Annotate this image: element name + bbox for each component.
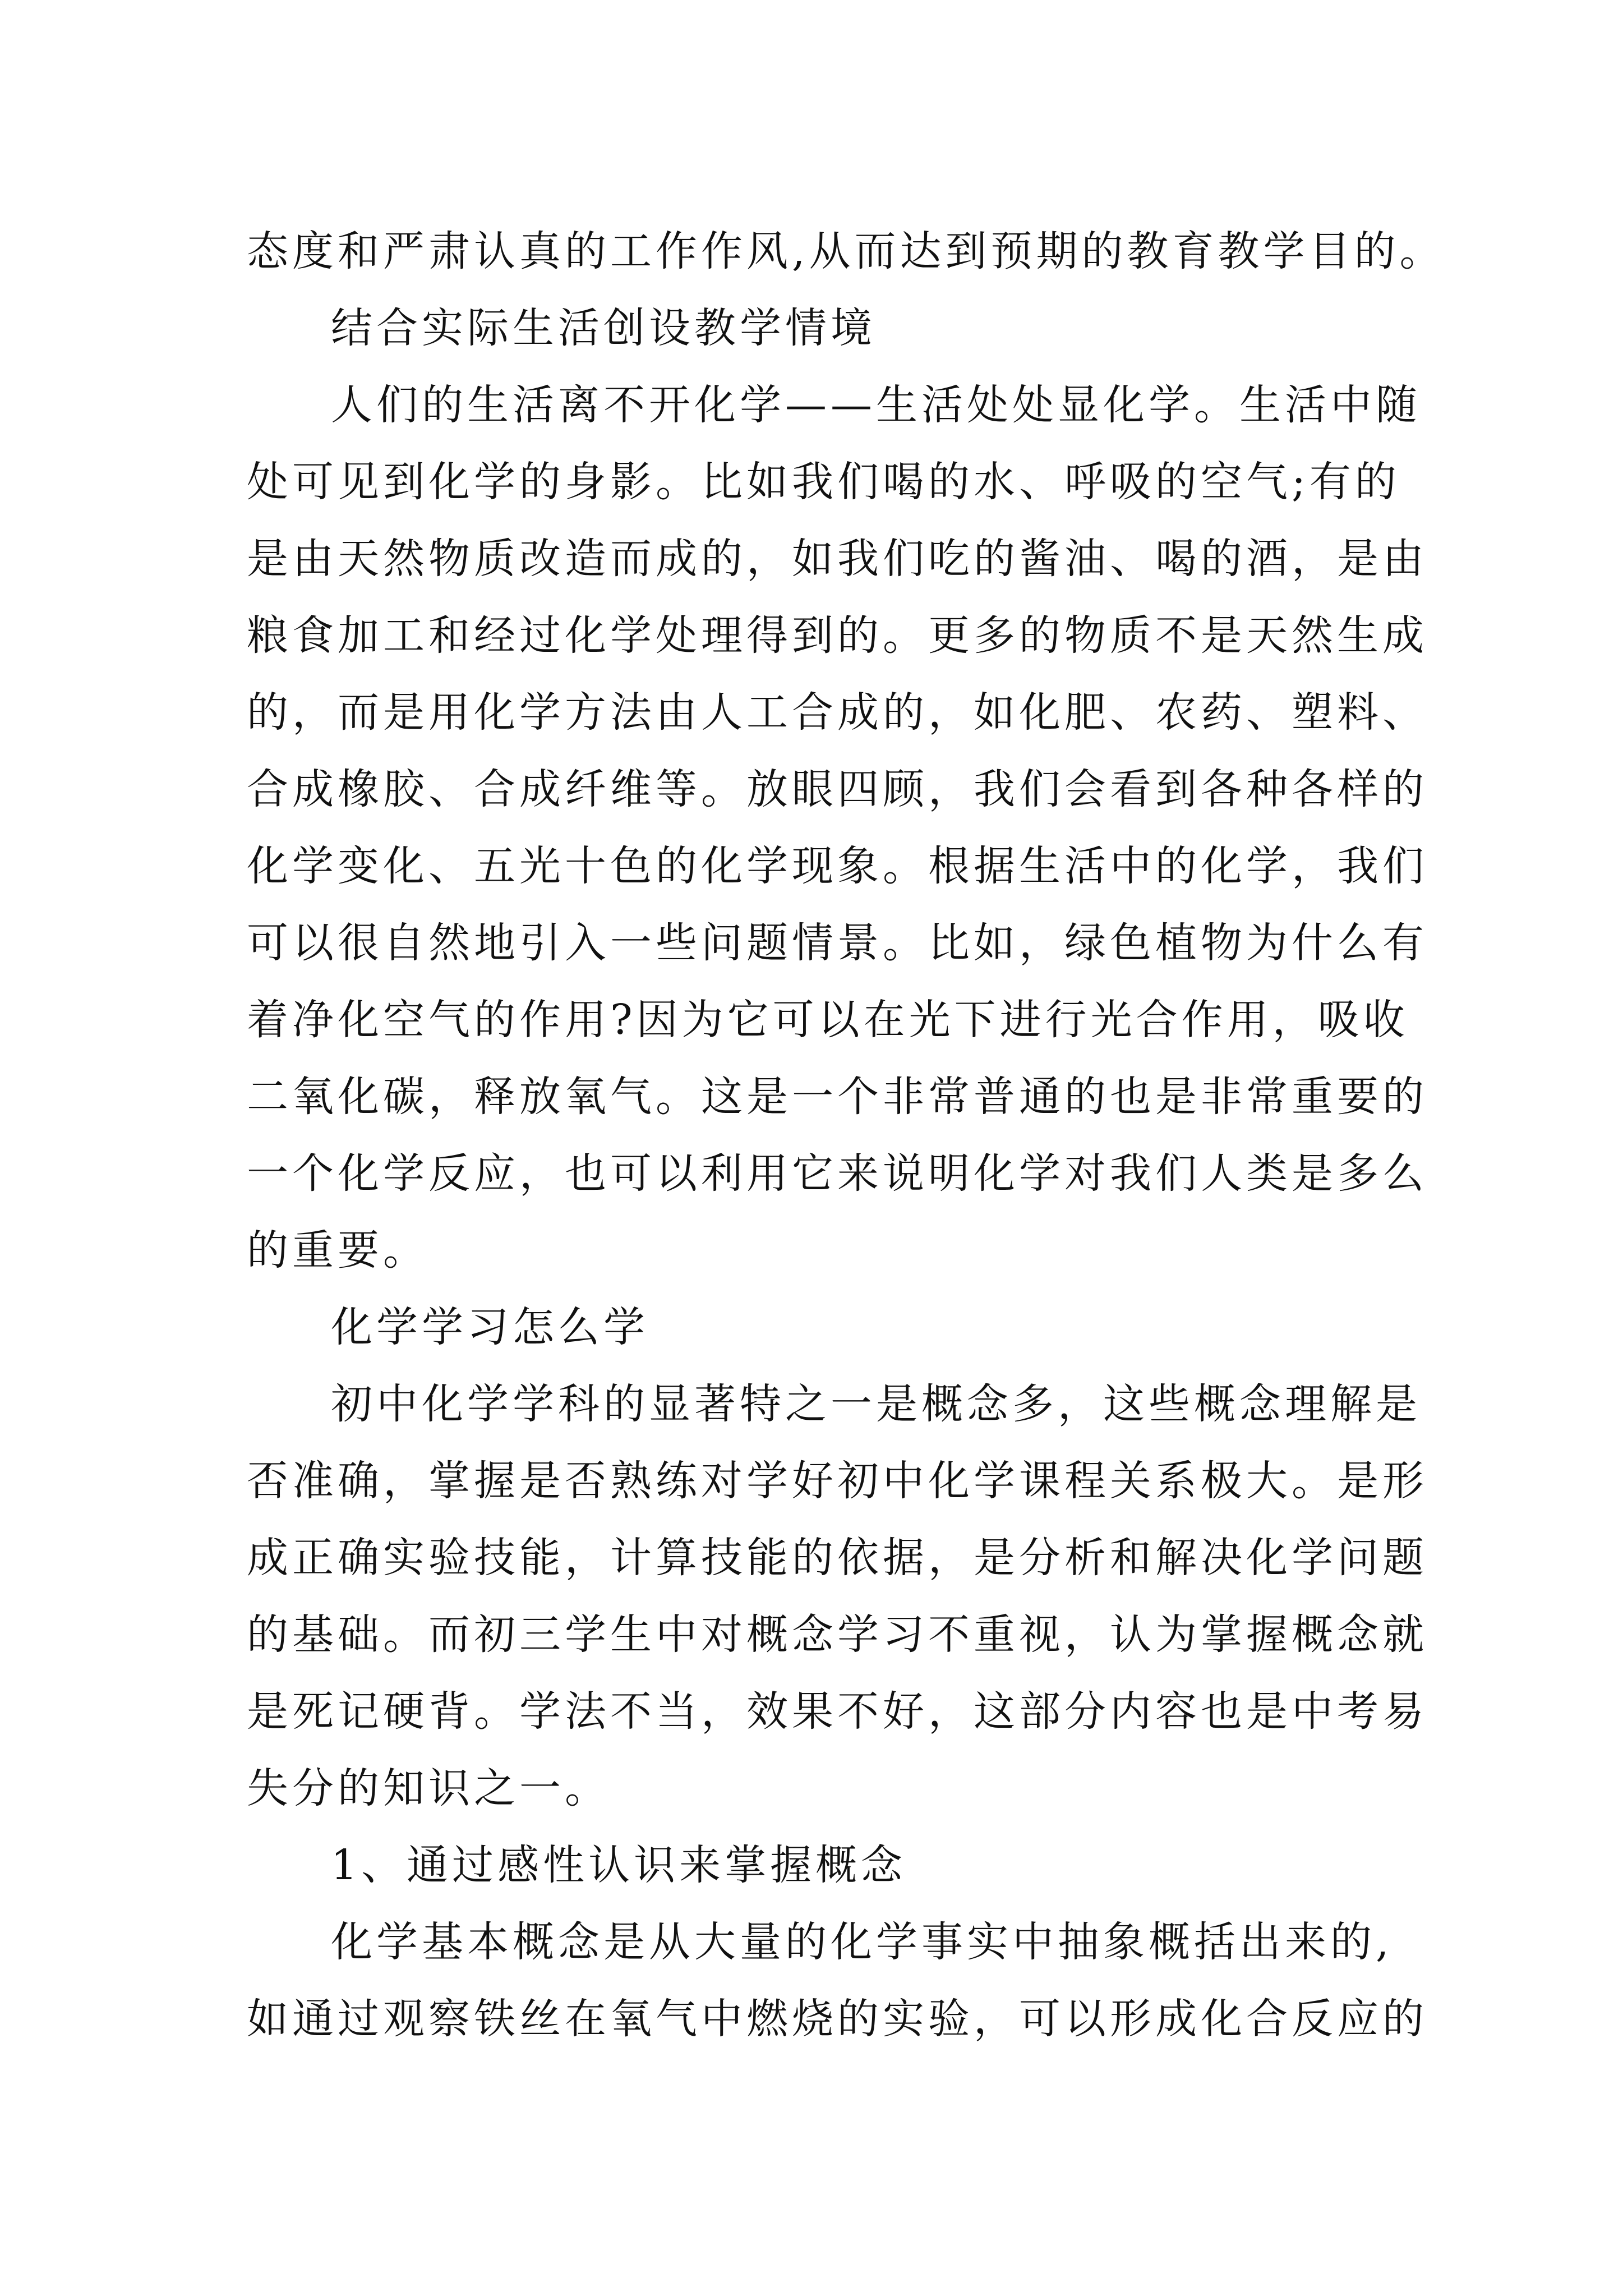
text-line: 一个化学反应，也可以利用它来说明化学对我们人类是多么 [247,1149,1428,1198]
text-line: 失分的知识之一。 [247,1764,610,1812]
section-heading: 结合实际生活创设教学情境 [331,304,876,352]
text-line: 成正确实验技能，计算技能的依据，是分析和解决化学问题 [247,1534,1428,1582]
text-line: 处可见到化学的身影。比如我们喝的水、呼吸的空气;有的 [247,458,1400,506]
text-line: 如通过观察铁丝在氧气中燃烧的实验，可以形成化合反应的 [247,1995,1428,2043]
text-line: 二氧化碳，释放氧气。这是一个非常普通的也是非常重要的 [247,1073,1428,1121]
section-heading: 化学学习怎么学 [331,1303,649,1351]
text-line: 的，而是用化学方法由人工合成的，如化肥、农药、塑料、 [247,688,1428,737]
text-line: 是由天然物质改造而成的，如我们吃的酱油、喝的酒，是由 [247,535,1428,583]
text-line: 态度和严肃认真的工作作风,从而达到预期的教育教学目的。 [247,227,1445,275]
text-line: 化学基本概念是从大量的化学事实中抽象概括出来的, [331,1918,1393,1966]
text-line: 化学变化、五光十色的化学现象。根据生活中的化学，我们 [247,842,1428,890]
text-line: 粮食加工和经过化学处理得到的。更多的物质不是天然生成 [247,611,1428,660]
text-line: 的重要。 [247,1226,428,1274]
text-line: 合成橡胶、合成纤维等。放眼四顾，我们会看到各种各样的 [247,765,1428,813]
section-heading: 1、通过感性认识来掌握概念 [331,1841,907,1889]
text-line: 可以很自然地引入一些问题情景。比如，绿色植物为什么有 [247,919,1428,967]
text-line: 是死记硬背。学法不当，效果不好，这部分内容也是中考易 [247,1687,1428,1736]
text-line: 的基础。而初三学生中对概念学习不重视，认为掌握概念就 [247,1611,1428,1659]
document-body [247,213,1445,2058]
text-line: 人们的生活离不开化学——生活处处显化学。生活中随 [331,381,1421,429]
text-line: 着净化空气的作用?因为它可以在光下进行光合作用，吸收 [247,996,1409,1044]
text-line: 初中化学学科的显著特之一是概念多，这些概念理解是 [331,1380,1421,1428]
text-line: 否准确，掌握是否熟练对学好初中化学课程关系极大。是形 [247,1457,1428,1505]
